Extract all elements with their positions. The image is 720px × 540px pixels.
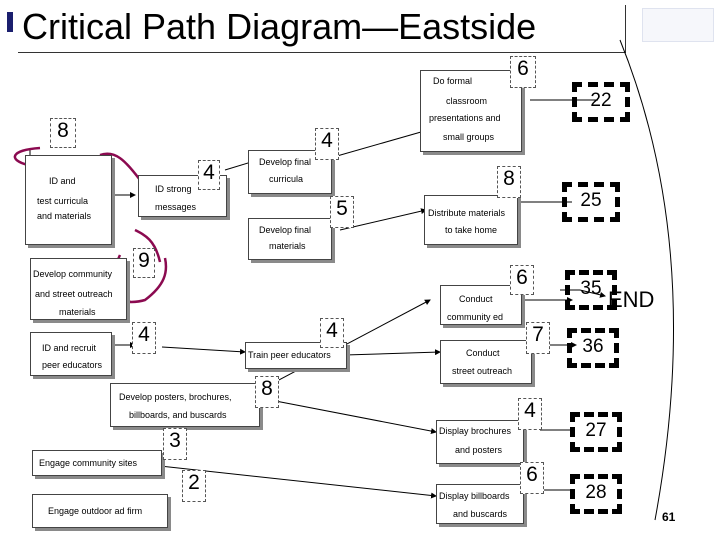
duration-final-curricula: 4 <box>315 128 339 160</box>
task-classroom-presentations: Do formal classroom presentations and small groups <box>420 70 522 152</box>
task-recruit-peer-educators: ID and recruit peer educators <box>30 332 112 376</box>
duration-street-outreach: 7 <box>526 322 550 354</box>
title-rule-right <box>625 5 626 53</box>
page-title: Critical Path Diagram—Eastside <box>22 6 537 47</box>
duration-brochures: 4 <box>518 398 542 430</box>
duration-train: 4 <box>320 318 344 348</box>
title-accent-bar <box>7 12 13 32</box>
milestone-36: 36 <box>567 328 619 368</box>
duration-strong-messages: 4 <box>198 160 220 190</box>
arrow-4 <box>330 130 428 158</box>
duration-ad-firm: 2 <box>182 470 206 502</box>
milestone-35: 35 <box>565 270 617 310</box>
task-develop-final-materials: Develop final materials <box>248 218 332 260</box>
task-develop-outreach-materials: Develop community and street outreach materials <box>30 258 127 320</box>
milestone-28: 28 <box>570 474 622 514</box>
duration-peer-educators: 4 <box>132 322 156 354</box>
milestone-27: 27 <box>570 412 622 452</box>
logo-watermark <box>642 8 714 42</box>
page-number: 61 <box>662 510 676 524</box>
arrow-8 <box>345 352 440 355</box>
end-label: END <box>608 287 655 312</box>
duration-final-materials: 5 <box>330 196 354 228</box>
task-engage-community-sites: Engage community sites <box>32 450 162 476</box>
task-display-brochures: Display brochures and posters <box>436 420 524 464</box>
start-duration-box: 8 <box>50 118 76 148</box>
task-display-billboards: Display billboards and buscards <box>436 484 524 524</box>
duration-outreach-materials: 9 <box>133 248 155 278</box>
task-distribute-materials: Distribute materials to take home <box>424 195 518 245</box>
task-engage-ad-firm: Engage outdoor ad firm <box>32 494 168 528</box>
task-conduct-community-ed: Conduct community ed <box>440 285 522 325</box>
duration-classroom: 6 <box>510 56 536 88</box>
duration-sites: 3 <box>163 428 187 460</box>
duration-posters: 8 <box>255 376 279 408</box>
milestone-25: 25 <box>562 182 620 222</box>
task-develop-final-curricula: Develop final curricula <box>248 150 332 194</box>
arrow-12 <box>260 398 436 432</box>
task-develop-posters: Develop posters, brochures, billboards, and buscards <box>110 383 260 427</box>
task-id-test-curricula: ID and test curricula and materials <box>25 155 112 245</box>
duration-billboards: 6 <box>520 462 544 494</box>
duration-distribute: 8 <box>497 166 521 198</box>
task-conduct-street-outreach: Conduct street outreach <box>440 340 532 384</box>
milestone-22: 22 <box>572 82 630 122</box>
task-id-strong-messages: ID strong messages <box>138 175 227 217</box>
task-train-peer-educators: Train peer educators <box>245 342 347 369</box>
arrow-10 <box>162 347 245 352</box>
title-underline <box>18 52 626 53</box>
duration-community-ed: 6 <box>510 265 534 295</box>
